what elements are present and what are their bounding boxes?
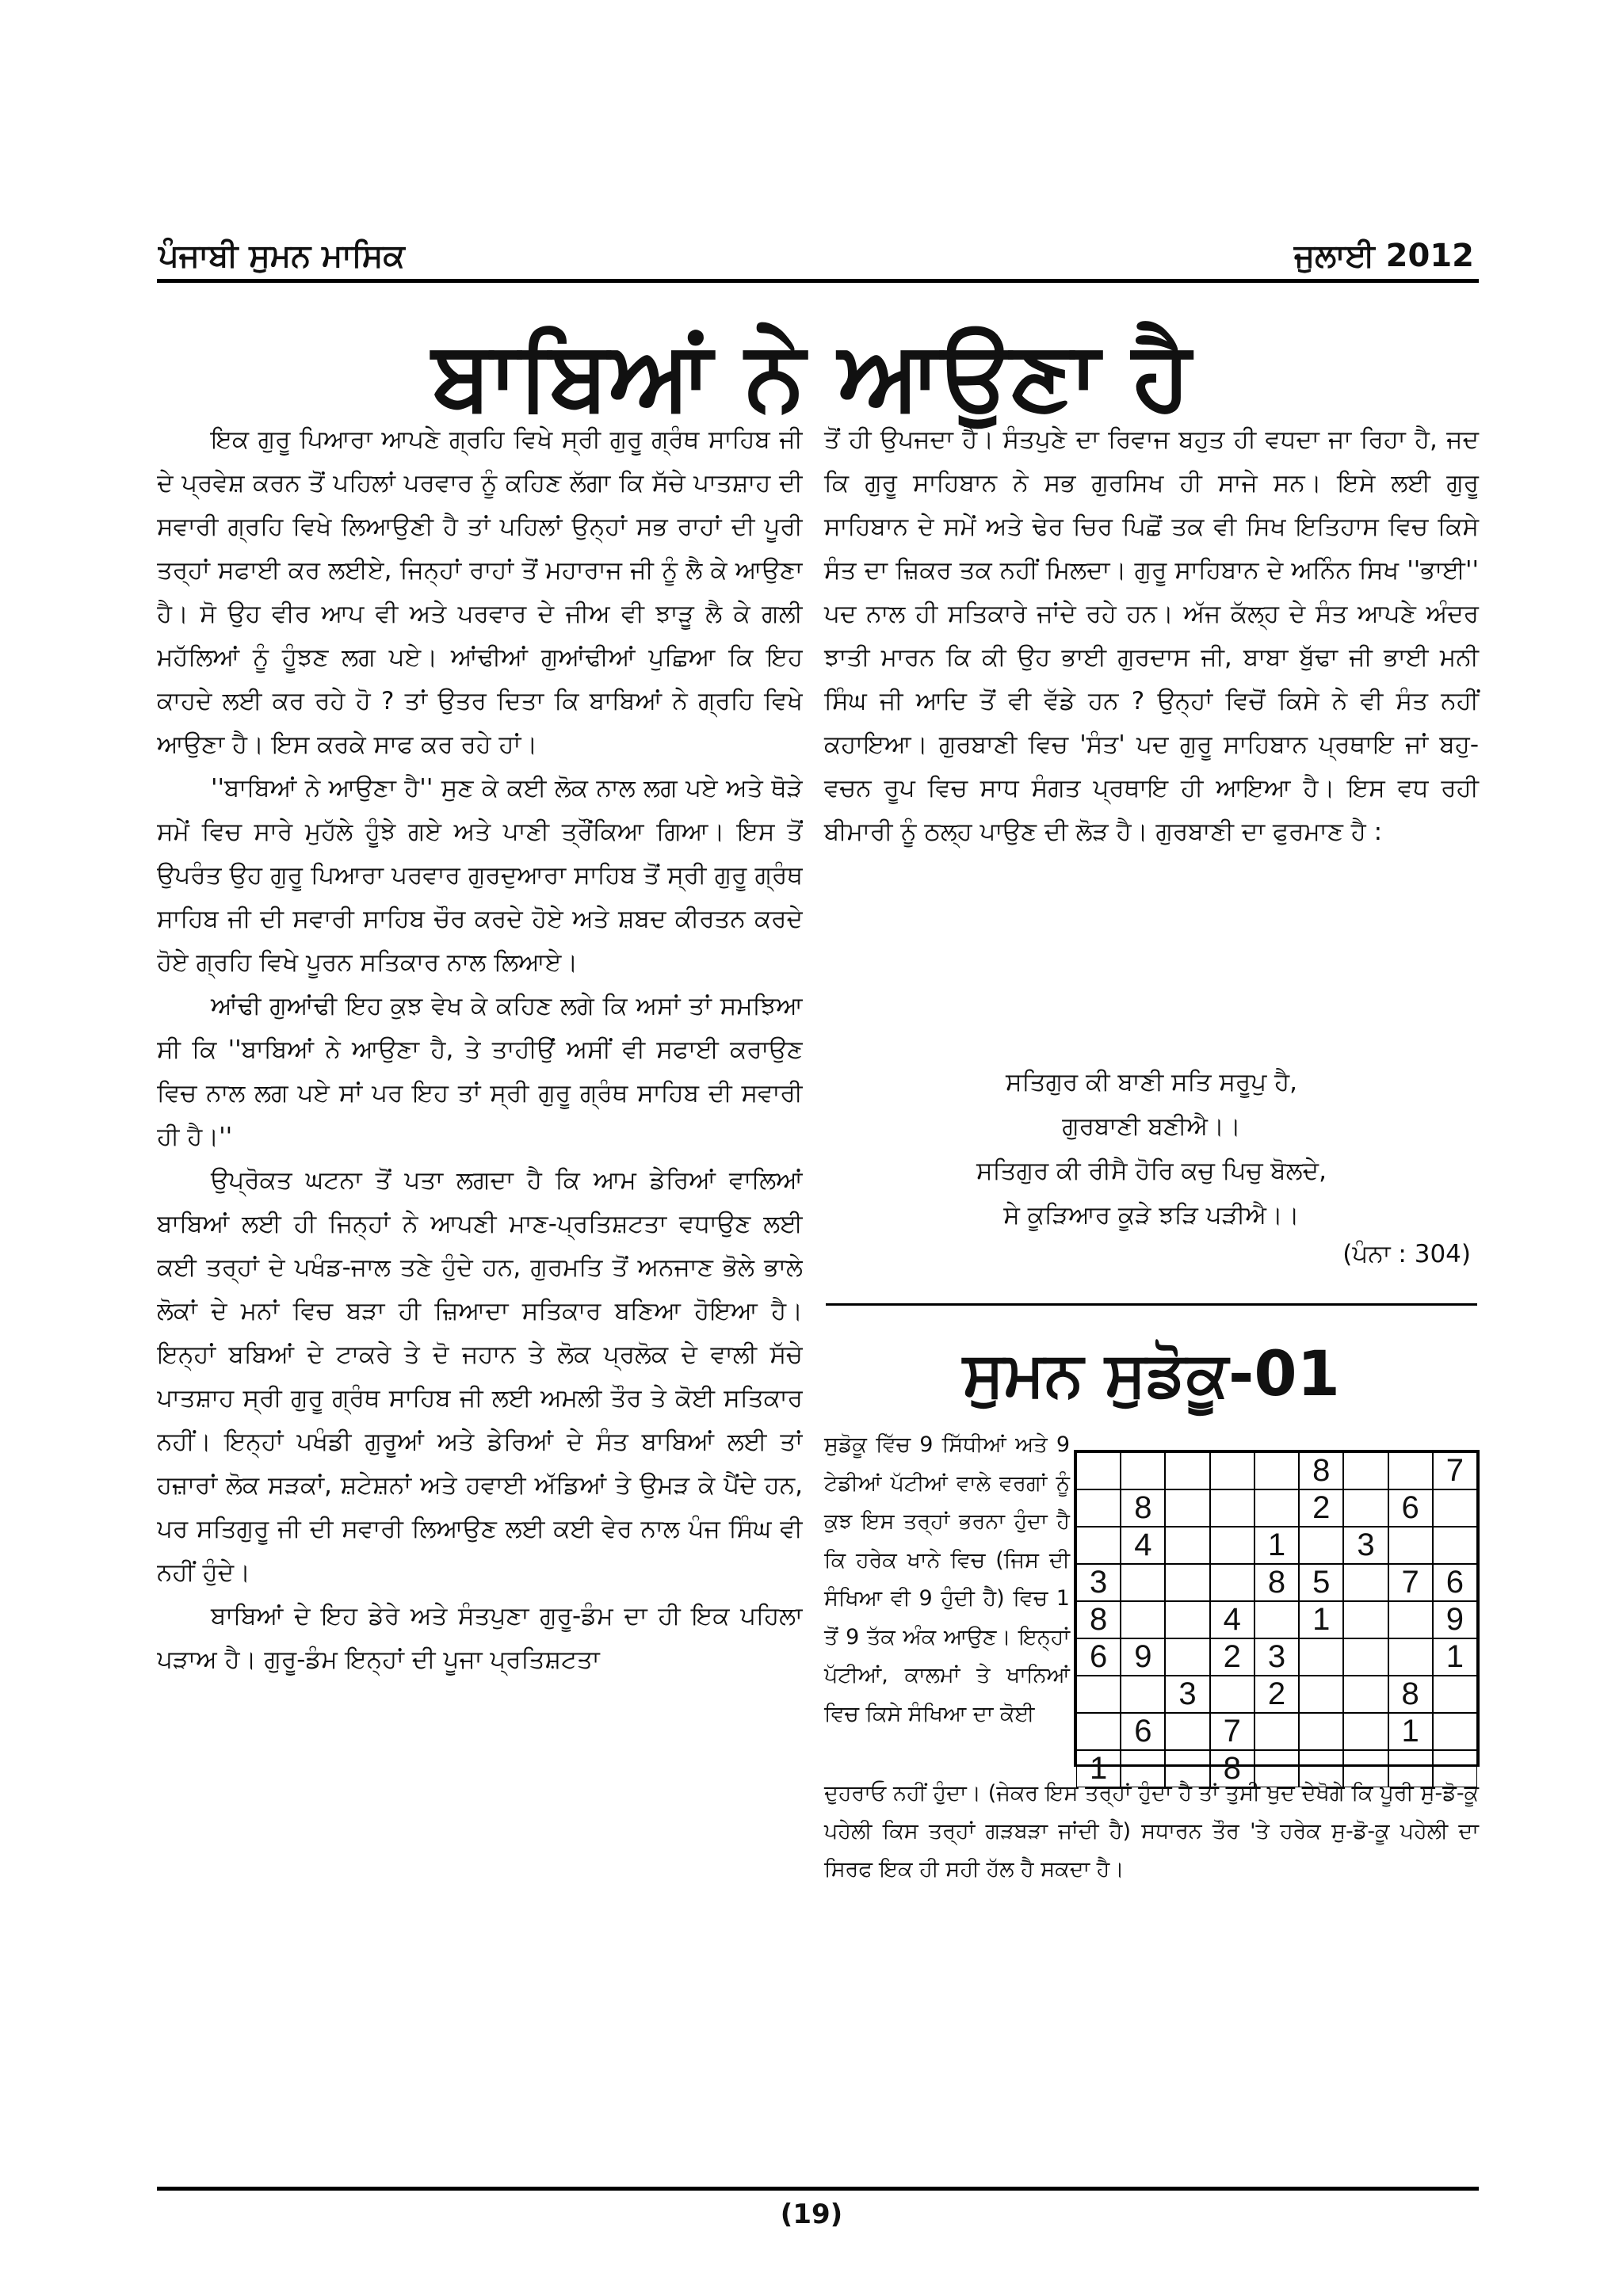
sudoku-cell: 4 (1210, 1601, 1254, 1638)
verse-line: ਗੁਰਬਾਣੀ ਬਣੀਐ।। (1062, 1112, 1241, 1141)
header-publication: ਪੰਜਾਬੀ ਸੁਮਨ ਮਾਸਿਕ (158, 238, 405, 274)
sudoku-cell: 1 (1254, 1527, 1299, 1564)
verse-line: ਸਤਿਗੁਰ ਕੀ ਰੀਸੈ ਹੋਰਿ ਕਚੁ ਪਿਚੁ ਬੋਲਦੇ, (976, 1157, 1327, 1185)
verse-line: ਸੇ ਕੂੜਿਆਰ ਕੂੜੇ ਝੜਿ ਪੜੀਐ।। (1003, 1201, 1300, 1230)
header-rule (157, 279, 1479, 283)
footer-rule (157, 2187, 1479, 2191)
column-divider (826, 1303, 1477, 1306)
sudoku-cell (1433, 1713, 1477, 1750)
sudoku-cell (1254, 1713, 1299, 1750)
article-paragraph: ਤੋਂ ਹੀ ਉਪਜਦਾ ਹੈ। ਸੰਤਪੁਣੇ ਦਾ ਰਿਵਾਜ ਬਹੁਤ ਹੀ ਵਧਦਾ ਜਾ ਰਿਹਾ ਹੈ, ਜਦ ਕਿ ਗੁਰੂ ਸਾਹਿਬਾਨ ਨੇ ਸਭ ਗੁਰਸਿਖ ਹੀ ਸਾਜੇ ਸਨ। ਇਸੇ ਲਈ ਗੁਰੂ ਸਾਹਿਬਾਨ ਦੇ ਸਮੇਂ ਅਤੇ ਢੇਰ ਚਿਰ ਪਿਛੋਂ ਤਕ ਵੀ ਸਿਖ ਇਤਿਹਾਸ ਵਿਚ ਕਿਸੇ ਸੰਤ ਦਾ ਜ਼ਿਕਰ ਤਕ ਨਹੀਂ ਮਿਲਦਾ। ਗੁਰੂ ਸਾਹਿਬਾਨ ਦੇ ਅਨਿੰਨ ਸਿਖ ''ਭਾਈ'' ਪਦ ਨਾਲ ਹੀ ਸਤਿਕਾਰੇ ਜਾਂਦੇ ਰਹੇ ਹਨ। ਅੱਜ ਕੱਲ੍ਹ ਦੇ ਸੰਤ ਆਪਣੇ ਅੰਦਰ ਝਾਤੀ ਮਾਰਨ ਕਿ ਕੀ ਉਹ ਭਾਈ ਗੁਰਦਾਸ ਜੀ, ਬਾਬਾ ਬੁੱਢਾ ਜੀ ਭਾਈ ਮਨੀ ਸਿੰਘ ਜੀ ਆਦਿ ਤੋਂ ਵੀ ਵੱਡੇ ਹਨ ? ਉਨ੍ਹਾਂ ਵਿਚੋਂ ਕਿਸੇ ਨੇ ਵੀ ਸੰਤ ਨਹੀਂ ਕਹਾਇਆ। ਗੁਰਬਾਣੀ ਵਿਚ 'ਸੰਤ' ਪਦ ਗੁਰੂ ਸਾਹਿਬਾਨ ਪ੍ਰਥਾਇ ਜਾਂ ਬਹੁ-ਵਚਨ ਰੂਪ ਵਿਚ ਸਾਧ ਸੰਗਤ ਪ੍ਰਥਾਇ ਹੀ ਆਇਆ ਹੈ। ਇਸ ਵਧ ਰਹੀ ਬੀਮਾਰੀ ਨੂੰ ਠਲ੍ਹ ਪਾਉਣ ਦੀ ਲੋੜ ਹੈ। ਗੁਰਬਾਣੀ ਦਾ ਫੁਰਮਾਣ ਹੈ : (824, 425, 1479, 846)
sudoku-cell (1343, 1601, 1388, 1638)
sudoku-cell: 8 (1076, 1601, 1121, 1638)
sudoku-cell (1165, 1638, 1209, 1676)
sudoku-cell (1076, 1713, 1121, 1750)
sudoku-cell: 6 (1433, 1564, 1477, 1601)
sudoku-instructions: ਸੁਡੋਕੂ ਵਿੱਚ 9 ਸਿੱਧੀਆਂ ਅਤੇ 9 ਟੇਡੀਆਂ ਪੱਟੀਆਂ ਵਾਲੇ ਵਰਗਾਂ ਨੂੰ ਕੁਝ ਇਸ ਤਰ੍ਹਾਂ ਭਰਨਾ ਹੁੰਦਾ ਹੈ ਕਿ ਹਰੇਕ ਖਾਨੇ ਵਿਚ (ਜਿਸ ਦੀ ਸੰਖਿਆ ਵੀ 9 ਹੁੰਦੀ ਹੈ) ਵਿਚ 1 ਤੋਂ 9 ਤੱਕ ਅੰਕ ਆਉਣ। ਇਨ੍ਹਾਂ ਪੱਟੀਆਂ, ਕਾਲਮਾਂ ਤੇ ਖਾਨਿਆਂ ਵਿਚ ਕਿਸੇ ਸੰਖਿਆ ਦਾ ਕੋਈ (824, 1432, 1070, 1726)
article-title: ਬਾਬਿਆਂ ਨੇ ਆਉਣਾ ਹੈ (432, 321, 1191, 431)
sudoku-cell: 6 (1076, 1638, 1121, 1676)
sudoku-cell (1121, 1564, 1165, 1601)
sudoku-cell (1343, 1489, 1388, 1527)
article-paragraph: ਬਾਬਿਆਂ ਦੇ ਇਹ ਡੇਰੇ ਅਤੇ ਸੰਤਪੁਣਾ ਗੁਰੂ-ਡੰਮ ਦਾ ਹੀ ਇਕ ਪਹਿਲਾ ਪੜਾਅ ਹੈ। ਗੁਰੂ-ਡੰਮ ਇਨ੍ਹਾਂ ਦੀ ਪੂਜਾ ਪ੍ਰਤਿਸ਼ਟਤਾ (157, 1602, 803, 1674)
article-left-column (157, 418, 803, 1908)
sudoku-cell (1121, 1452, 1165, 1489)
sudoku-cell: 7 (1388, 1564, 1433, 1601)
sudoku-cell (1433, 1676, 1477, 1713)
sudoku-cell (1254, 1601, 1299, 1638)
sudoku-cell: 8 (1254, 1564, 1299, 1601)
sudoku-cell (1076, 1489, 1121, 1527)
sudoku-cell: 9 (1433, 1601, 1477, 1638)
sudoku-cell: 8 (1210, 1750, 1254, 1787)
sudoku-cell: 9 (1121, 1638, 1165, 1676)
sudoku-cell: 6 (1388, 1489, 1433, 1527)
sudoku-cell (1343, 1713, 1388, 1750)
sudoku-cell: 2 (1254, 1676, 1299, 1713)
sudoku-instructions-continued: ਦੁਹਰਾਓ ਨਹੀਂ ਹੁੰਦਾ। (ਜੇਕਰ ਇਸ ਤਰ੍ਹਾਂ ਹੁੰਦਾ ਹੈ ਤਾਂ ਤੁਸੀ ਖੁਦ ਦੇਖੋਗੇ ਕਿ ਪੂਰੀ ਸੁ-ਡੋ-ਕੂ ਪਹੇਲੀ ਕਿਸ ਤਰ੍ਹਾਂ ਗੜਬੜਾ ਜਾਂਦੀ ਹੈ) ਸਧਾਰਨ ਤੌਰ 'ਤੇ ਹਰੇਕ ਸੁ-ਡੋ-ਕੂ ਪਹੇਲੀ ਦਾ ਸਿਰਫ ਇਕ ਹੀ ਸਹੀ ਹੱਲ ਹੈ ਸਕਦਾ ਹੈ। (824, 1781, 1479, 1882)
verse-line: ਸਤਿਗੁਰ ਕੀ ਬਾਣੀ ਸਤਿ ਸਰੂਪੁ ਹੈ, (1006, 1068, 1297, 1097)
sudoku-cell (1299, 1676, 1343, 1713)
article-paragraph: ਆਂਢੀ ਗੁਆਂਢੀ ਇਹ ਕੁਝ ਵੇਖ ਕੇ ਕਹਿਣ ਲਗੇ ਕਿ ਅਸਾਂ ਤਾਂ ਸਮਝਿਆ ਸੀ ਕਿ ''ਬਾਬਿਆਂ ਨੇ ਆਉਣਾ ਹੈ, ਤੇ ਤਾਹੀਉਂ ਅਸੀਂ ਵੀ ਸਫਾਈ ਕਰਾਉਣ ਵਿਚ ਨਾਲ ਲਗ ਪਏ ਸਾਂ ਪਰ ਇਹ ਤਾਂ ਸ੍ਰੀ ਗੁਰੂ ਗ੍ਰੰਥ ਸਾਹਿਬ ਦੀ ਸਵਾਰੀ ਹੀ ਹੈ।'' (157, 992, 803, 1151)
article-paragraph: ''ਬਾਬਿਆਂ ਨੇ ਆਉਣਾ ਹੈ'' ਸੁਣ ਕੇ ਕਈ ਲੋਕ ਨਾਲ ਲਗ ਪਏ ਅਤੇ ਥੋੜੇ ਸਮੇਂ ਵਿਚ ਸਾਰੇ ਮੁਹੱਲੇ ਹੂੰਝੇ ਗਏ ਅਤੇ ਪਾਣੀ ਤ੍ਰੌਂਕਿਆ ਗਿਆ। ਇਸ ਤੋਂ ਉਪਰੰਤ ਉਹ ਗੁਰੂ ਪਿਆਰਾ ਪਰਵਾਰ ਗੁਰਦੁਆਰਾ ਸਾਹਿਬ ਤੋਂ ਸ੍ਰੀ ਗੁਰੂ ਗ੍ਰੰਥ ਸਾਹਿਬ ਜੀ ਦੀ ਸਵਾਰੀ ਸਾਹਿਬ ਚੌਰ ਕਰਦੇ ਹੋਏ ਅਤੇ ਸ਼ਬਦ ਕੀਰਤਨ ਕਰਦੇ ਹੋਏ ਗ੍ਰਹਿ ਵਿਖੇ ਪੂਰਨ ਸਤਿਕਾਰ ਨਾਲ ਲਿਆਏ। (157, 774, 803, 977)
gurbani-verse (824, 1060, 1479, 1238)
sudoku-cell: 3 (1254, 1638, 1299, 1676)
header-date: ਜੁਲਾਈ 2012 (1294, 238, 1474, 274)
sudoku-cell (1210, 1527, 1254, 1564)
sudoku-cell: 2 (1210, 1638, 1254, 1676)
sudoku-cell (1210, 1489, 1254, 1527)
sudoku-cell (1343, 1452, 1388, 1489)
sudoku-cell: 1 (1299, 1601, 1343, 1638)
sudoku-cell: 7 (1433, 1452, 1477, 1489)
sudoku-cell (1165, 1713, 1209, 1750)
sudoku-cell (1121, 1601, 1165, 1638)
article-right-column (824, 418, 1479, 854)
sudoku-cell: 3 (1165, 1676, 1209, 1713)
sudoku-cell (1076, 1676, 1121, 1713)
sudoku-cell (1254, 1489, 1299, 1527)
sudoku-cell (1210, 1564, 1254, 1601)
sudoku-cell (1165, 1527, 1209, 1564)
sudoku-cell (1076, 1527, 1121, 1564)
sudoku-cell (1254, 1452, 1299, 1489)
article-paragraph: ਉਪ੍ਰੋਕਤ ਘਟਨਾ ਤੋਂ ਪਤਾ ਲਗਦਾ ਹੈ ਕਿ ਆਮ ਡੇਰਿਆਂ ਵਾਲਿਆਂ ਬਾਬਿਆਂ ਲਈ ਹੀ ਜਿਨ੍ਹਾਂ ਨੇ ਆਪਣੀ ਮਾਣ-ਪ੍ਰਤਿਸ਼ਟਤਾ ਵਧਾਉਣ ਲਈ ਕਈ ਤਰ੍ਹਾਂ ਦੇ ਪਖੰਡ-ਜਾਲ ਤਣੇ ਹੁੰਦੇ ਹਨ, ਗੁਰਮਤਿ ਤੋਂ ਅਨਜਾਣ ਭੋਲੇ ਭਾਲੇ ਲੋਕਾਂ ਦੇ ਮਨਾਂ ਵਿਚ ਬੜਾ ਹੀ ਜ਼ਿਆਦਾ ਸਤਿਕਾਰ ਬਣਿਆ ਹੋਇਆ ਹੈ। ਇਨ੍ਹਾਂ ਬਬਿਆਂ ਦੇ ਟਾਕਰੇ ਤੇ ਦੋ ਜਹਾਨ ਤੇ ਲੋਕ ਪ੍ਰਲੋਕ ਦੇ ਵਾਲੀ ਸੱਚੇ ਪਾਤਸ਼ਾਹ ਸ੍ਰੀ ਗੁਰੂ ਗ੍ਰੰਥ ਸਾਹਿਬ ਜੀ ਲਈ ਅਮਲੀ ਤੌਰ ਤੇ ਕੋਈ ਸਤਿਕਾਰ ਨਹੀਂ। ਇਨ੍ਹਾਂ ਪਖੰਡੀ ਗੁਰੂਆਂ ਅਤੇ ਡੇਰਿਆਂ ਦੇ ਸੰਤ ਬਾਬਿਆਂ ਲਈ ਤਾਂ ਹਜ਼ਾਰਾਂ ਲੋਕ ਸੜਕਾਂ, ਸ਼ਟੇਸ਼ਨਾਂ ਅਤੇ ਹਵਾਈ ਅੱਡਿਆਂ ਤੇ ਉਮੜ ਕੇ ਪੈਂਦੇ ਹਨ, ਪਰ ਸਤਿਗੁਰੂ ਜੀ ਦੀ ਸਵਾਰੀ ਲਿਆਉਣ ਲਈ ਕਈ ਵੇਰ ਨਾਲ ਪੰਜ ਸਿੰਘ ਵੀ ਨਹੀਂ ਹੁੰਦੇ। (157, 1166, 803, 1587)
sudoku-cell: 2 (1299, 1489, 1343, 1527)
sudoku-cell (1388, 1601, 1433, 1638)
sudoku-cell: 5 (1299, 1564, 1343, 1601)
sudoku-cell (1165, 1564, 1209, 1601)
sudoku-cell (1343, 1638, 1388, 1676)
sudoku-cell (1076, 1452, 1121, 1489)
sudoku-cell: 3 (1343, 1527, 1388, 1564)
sudoku-cell: 1 (1076, 1750, 1121, 1787)
page-number: (19) (780, 2199, 843, 2230)
sudoku-cell: 1 (1433, 1638, 1477, 1676)
sudoku-title: ਸੁਮਨ ਸੁਡੋਕੂ-01 (963, 1339, 1340, 1410)
sudoku-cell (1388, 1527, 1433, 1564)
sudoku-cell (1165, 1601, 1209, 1638)
sudoku-cell: 6 (1121, 1713, 1165, 1750)
sudoku-cell (1343, 1564, 1388, 1601)
article-paragraph: ਇਕ ਗੁਰੂ ਪਿਆਰਾ ਆਪਣੇ ਗ੍ਰਹਿ ਵਿਖੇ ਸ੍ਰੀ ਗੁਰੂ ਗ੍ਰੰਥ ਸਾਹਿਬ ਜੀ ਦੇ ਪ੍ਰਵੇਸ਼ ਕਰਨ ਤੋਂ ਪਹਿਲਾਂ ਪਰਵਾਰ ਨੂੰ ਕਹਿਣ ਲੱਗਾ ਕਿ ਸੱਚੇ ਪਾਤਸ਼ਾਹ ਦੀ ਸਵਾਰੀ ਗ੍ਰਹਿ ਵਿਖੇ ਲਿਆਉਣੀ ਹੈ ਤਾਂ ਪਹਿਲਾਂ ਉਨ੍ਹਾਂ ਸਭ ਰਾਹਾਂ ਦੀ ਪੂਰੀ ਤਰ੍ਹਾਂ ਸਫਾਈ ਕਰ ਲਈਏ, ਜਿਨ੍ਹਾਂ ਰਾਹਾਂ ਤੋਂ ਮਹਾਰਾਜ ਜੀ ਨੂੰ ਲੈ ਕੇ ਆਉਣਾ ਹੈ। ਸੋ ਉਹ ਵੀਰ ਆਪ ਵੀ ਅਤੇ ਪਰਵਾਰ ਦੇ ਜੀਅ ਵੀ ਝਾੜੂ ਲੈ ਕੇ ਗਲੀ ਮਹੱਲਿਆਂ ਨੂੰ ਹੂੰਝਣ ਲਗ ਪਏ। ਆਂਢੀਆਂ ਗੁਆਂਢੀਆਂ ਪੁਛਿਆ ਕਿ ਇਹ ਕਾਹਦੇ ਲਈ ਕਰ ਰਹੇ ਹੋ ? ਤਾਂ ਉਤਰ ਦਿਤਾ ਕਿ ਬਾਬਿਆਂ ਨੇ ਗ੍ਰਹਿ ਵਿਖੇ ਆਉਣਾ ਹੈ। ਇਸ ਕਰਕੇ ਸਾਫ ਕਰ ਰਹੇ ਹਾਂ। (157, 425, 803, 759)
sudoku-cell (1165, 1452, 1209, 1489)
sudoku-cell (1165, 1489, 1209, 1527)
sudoku-cell (1299, 1713, 1343, 1750)
sudoku-cell (1299, 1527, 1343, 1564)
verse-reference: (ਪੰਨਾ : 304) (1342, 1240, 1471, 1268)
sudoku-cell (1388, 1638, 1433, 1676)
sudoku-cell: 8 (1388, 1676, 1433, 1713)
sudoku-cell (1343, 1676, 1388, 1713)
sudoku-cell (1210, 1676, 1254, 1713)
sudoku-cell (1299, 1638, 1343, 1676)
sudoku-cell (1433, 1489, 1477, 1527)
sudoku-cell (1121, 1676, 1165, 1713)
sudoku-cell (1210, 1452, 1254, 1489)
sudoku-grid (1074, 1450, 1480, 1786)
sudoku-cell: 7 (1210, 1713, 1254, 1750)
sudoku-cell: 8 (1121, 1489, 1165, 1527)
sudoku-cell (1433, 1527, 1477, 1564)
sudoku-cell: 1 (1388, 1713, 1433, 1750)
sudoku-cell: 8 (1299, 1452, 1343, 1489)
sudoku-cell: 4 (1121, 1527, 1165, 1564)
sudoku-cell: 3 (1076, 1564, 1121, 1601)
sudoku-cell (1388, 1452, 1433, 1489)
